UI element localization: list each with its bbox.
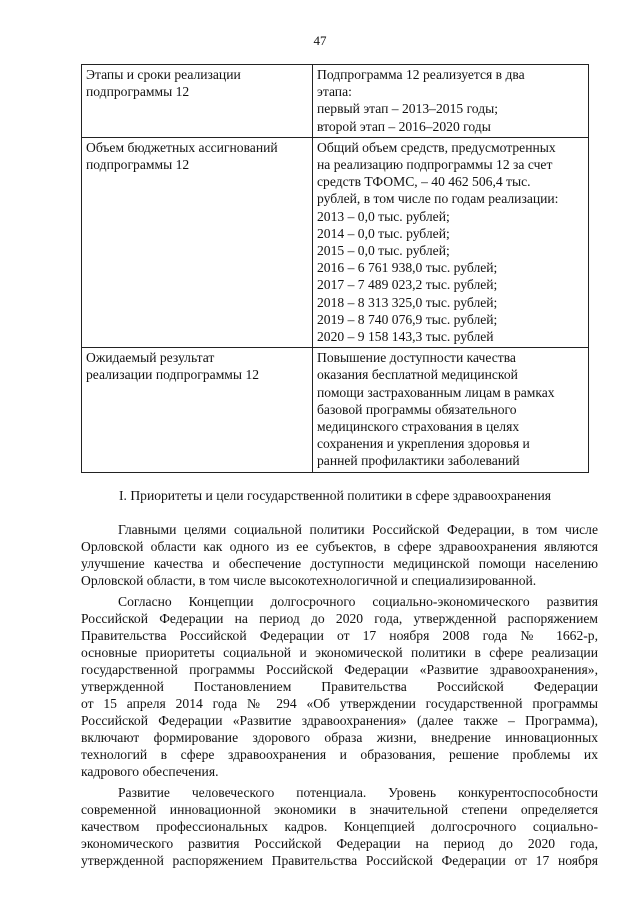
value-line: 2015 – 0,0 тыс. рублей; [317,243,450,259]
paragraph-line: Согласно Концепции долгосрочного социально-экономического развития [118,594,598,609]
value-line: 2016 – 6 761 938,0 тыс. рублей; [317,260,498,276]
section-heading: I. Приоритеты и цели государственной политики в сфере здравоохранения [119,488,551,503]
paragraph-line: улучшение качества и обеспечение доступности медицинской помощи населению [81,556,598,571]
paragraph-line: Правительства Российской Федерации от 17 ноября 2008 года № 1662-р, [81,628,598,643]
page-number: 47 [313,33,327,48]
value-line: на реализацию подпрограммы 12 за счет [317,157,553,173]
body-paragraph [81,521,598,589]
paragraph-line: качеством профессиональных кадров. Концепцией долгосрочного социально- [81,819,598,834]
paragraph-line: включают формирование здорового образа жизни, внедрение инновационных [81,730,598,745]
label-line: реализации подпрограммы 12 [86,367,260,383]
value-line: первый этап – 2013–2015 годы; [317,101,499,117]
value-line: 2019 – 8 740 076,9 тыс. рублей; [317,311,498,327]
paragraph-line: Российской Федерации на период до 2020 года, утвержденной распоряжением [81,611,598,626]
paragraph-line: Орловской области как одного из ее субъектов, в сфере здравоохранения являются [81,539,598,554]
value-line: ранней профилактики заболеваний [317,453,520,469]
value-line: 2020 – 9 158 143,3 тыс. рублей [317,329,494,345]
value-line: 2017 – 7 489 023,2 тыс. рублей; [317,277,498,293]
paragraph-line: утвержденной Постановлением Правительства Российской Федерации [81,679,598,694]
label-line: Ожидаемый результат [86,350,215,366]
value-line: Общий объем средств, предусмотренных [317,139,556,155]
row-label-cell [82,65,313,138]
value-line: 2018 – 8 313 325,0 тыс. рублей; [317,294,498,310]
row-value-cell [313,65,589,138]
value-line: сохранения и укрепления здоровья и [317,436,530,452]
paragraph-line: экономического развития Российской Федерации на период до 2020 года, [81,836,598,851]
value-line: средств ТФОМС, – 40 462 506,4 тыс. [317,174,531,190]
body-paragraph [81,593,598,780]
table-row [82,65,589,138]
table-row [82,137,589,347]
paragraph-line: Развитие человеческого потенциала. Уровень конкурентоспособности [118,785,598,800]
paragraph-line: основные приоритеты социальной и экономической политики в сфере реализации [81,645,598,660]
label-line: Этапы и сроки реализации [86,67,241,82]
row-label-cell [82,137,313,347]
paragraph-line: современной инновационной экономики в значительной степени определяется [81,802,598,817]
value-line: медицинского страхования в целях [317,419,520,435]
label-line: подпрограммы 12 [86,157,190,173]
value-line: 2014 – 0,0 тыс. рублей; [317,225,450,241]
label-line: Объем бюджетных ассигнований [86,139,278,155]
paragraph-line: Орловской области, в том числе высокотехнологичной и специализированной. [81,573,537,588]
value-line: этапа: [317,84,352,100]
value-line: базовой программы обязательного [317,401,517,417]
value-line: Подпрограмма 12 реализуется в два [317,67,525,82]
paragraph-line: государственной программы Российской Федерации «Развитие здравоохранения», [81,662,598,677]
value-line: помощи застрахованным лицам в рамках [317,384,555,400]
label-line: подпрограммы 12 [86,84,190,100]
paragraph-line: от 15 апреля 2014 года № 294 «Об утверждении государственной программы [81,696,598,711]
subprogram-passport-table [81,64,589,473]
paragraph-line: кадрового обеспечения. [81,764,219,779]
row-label-cell [82,348,313,472]
row-value-cell [313,137,589,347]
value-line: рублей, в том числе по годам реализации: [317,191,559,207]
table-row [82,348,589,472]
value-line: 2013 – 0,0 тыс. рублей; [317,208,450,224]
body-paragraph [81,784,598,869]
value-line: второй этап – 2016–2020 годы [317,118,491,134]
body-text [81,521,598,873]
paragraph-line: Главными целями социальной политики Российской Федерации, в том числе [118,522,598,537]
value-line: Повышение доступности качества [317,350,516,366]
value-line: оказания бесплатной медицинской [317,367,518,383]
paragraph-line: утвержденной распоряжением Правительства Российской Федерации от 17 ноября [81,853,598,868]
paragraph-line: технологий в сфере здравоохранения и образования, решение проблемы их [81,747,598,762]
row-value-cell [313,348,589,472]
paragraph-line: Российской Федерации «Развитие здравоохранения» (далее также – Программа), [81,713,598,728]
